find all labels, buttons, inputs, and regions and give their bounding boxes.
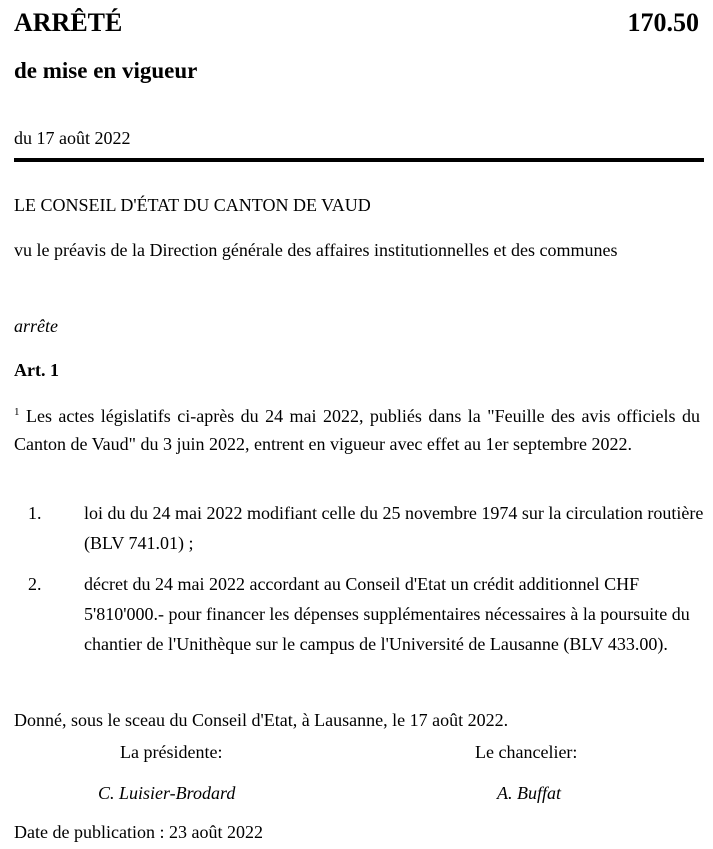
chancellor-name: A. Buffat xyxy=(497,783,561,803)
president-label: La présidente: xyxy=(120,742,223,762)
preamble: vu le préavis de la Direction générale des affaires institutionnelles et des communes xyxy=(14,240,618,260)
authority-line: LE CONSEIL D'ÉTAT DU CANTON DE VAUD xyxy=(14,195,371,215)
publication-date: Date de publication : 23 août 2022 xyxy=(14,822,263,842)
document-subtitle: de mise en vigueur xyxy=(14,58,198,83)
article-title: Art. 1 xyxy=(14,360,59,380)
list-item-number: 2. xyxy=(28,574,42,594)
paragraph-text: Les actes législatifs ci-après du 24 mai 2022, publiés dans la "Feuille des avis officiels du Canton de Vaud" du 3 juin 2022, entrent en vigueur avec effet au 1er septembre 2022. xyxy=(14,406,700,454)
list-item-number: 1. xyxy=(28,503,42,523)
given-line: Donné, sous le sceau du Conseil d'Etat, à Lausanne, le 17 août 2022. xyxy=(14,710,509,730)
list-item-text: décret du 24 mai 2022 accordant au Conseil d'Etat un crédit additionnel CHF 5'810'000.- pour financer les dépenses supplémentaires nécessaires à la poursuite du chantier de l'Unithèque sur le campus de l'Université de Lausanne (BLV 433.00). xyxy=(84,574,690,654)
article-paragraph xyxy=(14,402,700,458)
document-number: 170.50 xyxy=(627,8,699,37)
document-date: du 17 août 2022 xyxy=(14,128,131,148)
list-item-text: loi du du 24 mai 2022 modifiant celle du 25 novembre 1974 sur la circulation routière (BLV 741.01) ; xyxy=(84,503,704,553)
chancellor-label: Le chancelier: xyxy=(475,742,578,762)
paragraph-marker: 1 xyxy=(14,406,20,418)
decree-word: arrête xyxy=(14,316,58,336)
president-name: C. Luisier-Brodard xyxy=(98,783,236,803)
document-title: ARRÊTÉ xyxy=(14,8,123,37)
header-rule xyxy=(14,158,704,162)
